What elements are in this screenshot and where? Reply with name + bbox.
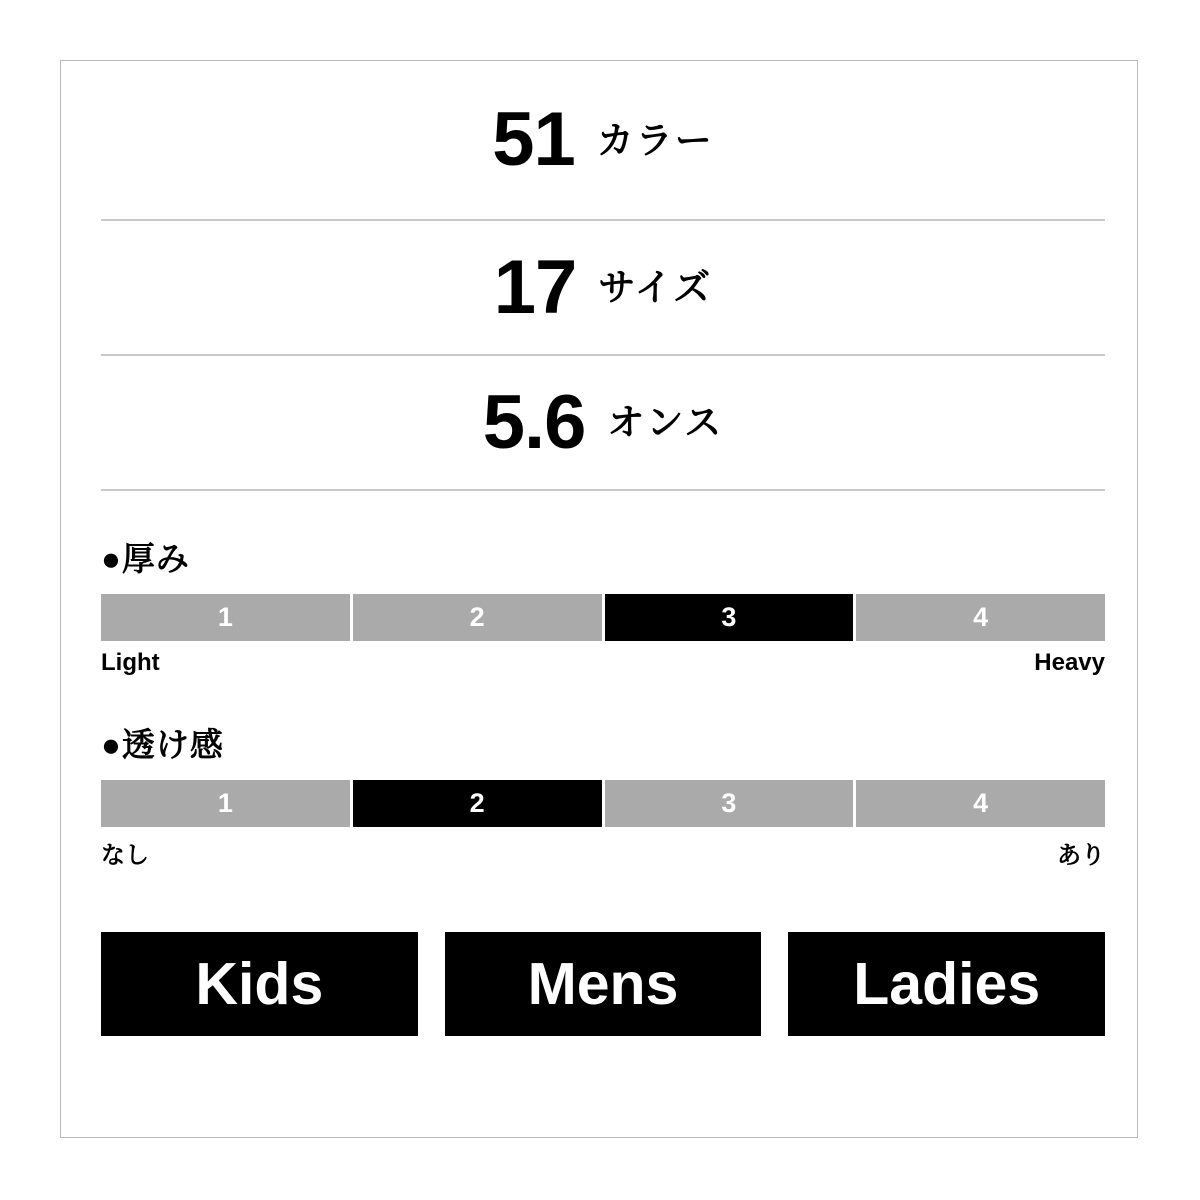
spec-unit-weight: オンス [607,402,724,443]
scale-right-label-thickness: Heavy [1034,649,1105,676]
category-button-mens[interactable]: Mens [445,932,762,1036]
spec-card-inner [101,61,1105,1137]
scale-segment-thickness-3: 3 [605,594,857,641]
spec-row-weight [101,356,1105,491]
scale-left-label-sheerness: なし [101,842,149,869]
scale-segment-thickness-2: 2 [353,594,605,641]
spec-row-colors [101,61,1105,221]
spec-value-colors: 51 [492,97,575,182]
scale-group-thickness [101,533,1105,677]
scale-segment-sheerness-1: 1 [101,780,353,827]
scale-ends-thickness [101,649,1105,677]
scale-segment-sheerness-3: 3 [605,780,857,827]
scale-group-sheerness [101,719,1105,870]
scale-segment-sheerness-4: 4 [856,780,1105,827]
scale-title-sheerness: ●透け感 [101,726,224,763]
scale-right-label-sheerness: あり [1057,842,1105,869]
spec-row-sizes [101,221,1105,356]
scale-bar-thickness [101,594,1105,641]
spec-unit-sizes: サイズ [598,267,713,308]
scale-title-thickness: ●厚み [101,540,190,577]
product-spec-card [60,60,1138,1138]
scale-segment-sheerness-2: 2 [353,780,605,827]
scale-ends-sheerness [101,835,1105,870]
category-button-row [101,932,1105,1036]
spec-unit-colors: カラー [596,119,714,161]
spec-value-sizes: 17 [493,244,577,330]
category-button-kids[interactable]: Kids [101,932,418,1036]
category-button-ladies[interactable]: Ladies [788,932,1105,1036]
scale-left-label-thickness: Light [101,649,160,676]
scale-segment-thickness-4: 4 [856,594,1105,641]
scale-segment-thickness-1: 1 [101,594,353,641]
spec-value-weight: 5.6 [482,379,586,465]
scale-bar-sheerness [101,780,1105,827]
